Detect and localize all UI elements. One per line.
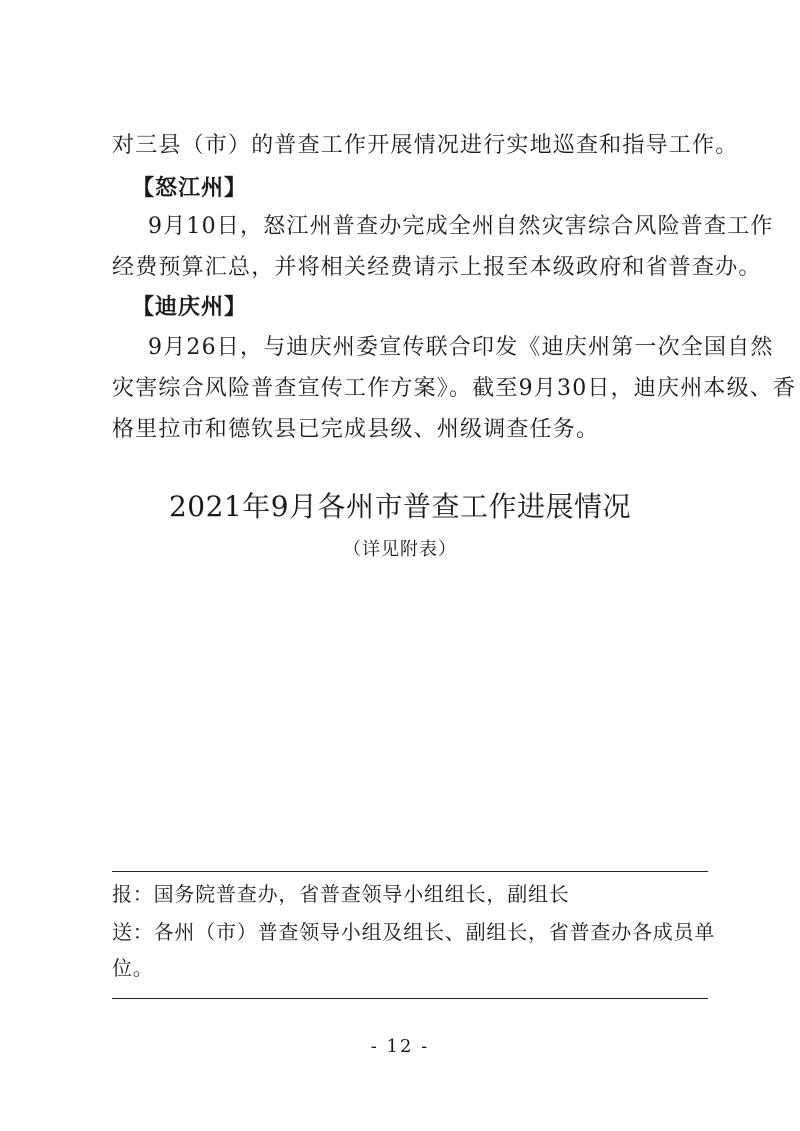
report-to-line: 报：国务院普查办，省普查领导小组组长，副组长 <box>112 882 570 906</box>
body-paragraph-line: 9月10日，怒江州普查办完成全州自然灾害综合风险普查工作 <box>148 214 774 239</box>
section-subtitle: （详见附表） <box>343 539 457 560</box>
section-heading-diqing: 【迪庆州】 <box>132 295 248 320</box>
send-to-line: 送：各州（市）普查领导小组及组长、副组长，省普查办各成员单 <box>112 920 716 944</box>
section-title: 2021年9月各州市普查工作进展情况 <box>168 490 632 523</box>
body-paragraph-line: 灾害综合风险普查宣传工作方案》。截至9月30日，迪庆州本级、香 <box>112 376 797 401</box>
page-number: - 12 - <box>370 1036 430 1057</box>
body-paragraph-line: 9月26日，与迪庆州委宣传联合印发《迪庆州第一次全国自然 <box>148 335 774 360</box>
section-heading-nujiang: 【怒江州】 <box>132 176 248 201</box>
body-paragraph-line: 经费预算汇总，并将相关经费请示上报至本级政府和省普查办。 <box>112 255 762 280</box>
body-paragraph-line: 格里拉市和德钦县已完成县级、州级调查任务。 <box>112 417 600 442</box>
footer-bottom-rule <box>112 998 708 999</box>
send-to-line-continuation: 位。 <box>112 956 154 980</box>
body-paragraph-line: 对三县（市）的普查工作开展情况进行实地巡查和指导工作。 <box>112 133 739 158</box>
footer-top-rule <box>112 871 708 872</box>
